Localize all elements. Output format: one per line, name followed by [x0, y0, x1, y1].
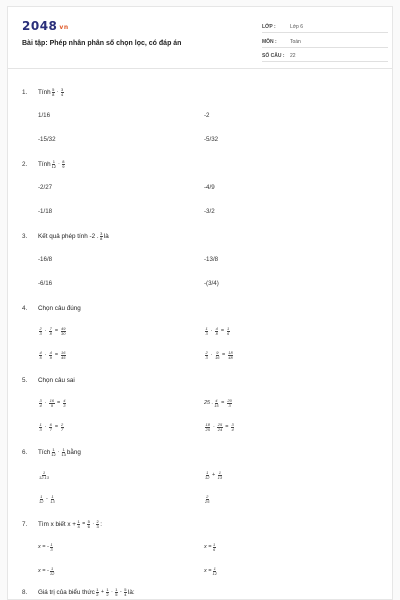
denominator: 25: [205, 498, 210, 504]
numerator: 4: [215, 397, 218, 403]
denominator: 4: [231, 426, 234, 432]
meta-label: LỚP :: [262, 24, 276, 30]
math-expression: [204, 351, 234, 360]
answer-option[interactable]: -2/27: [38, 183, 53, 191]
denominator: 12: [212, 570, 217, 576]
numerator: 1: [106, 586, 109, 592]
fraction: [39, 399, 42, 408]
denominator: 13: [61, 451, 66, 457]
question-number: 8.: [22, 588, 28, 596]
question-prompt: [22, 519, 382, 529]
fraction: [213, 543, 216, 552]
numerator: 1: [205, 325, 208, 331]
fraction: [49, 423, 52, 432]
fraction: [96, 520, 99, 529]
math-expression: [204, 327, 231, 336]
fraction: [214, 399, 218, 408]
denominator: 45: [61, 354, 66, 360]
operator: =: [222, 352, 226, 358]
numerator: 1: [218, 469, 222, 475]
denominator: 6: [213, 546, 216, 552]
numerator: 1: [213, 541, 216, 547]
answer-option[interactable]: [38, 470, 50, 480]
math-expression: [38, 495, 56, 504]
numerator: 1: [39, 421, 42, 427]
expr-prefix: x = -: [38, 568, 49, 574]
numerator: 18: [228, 349, 233, 355]
denominator: 3: [50, 546, 53, 552]
numerator: 1: [227, 325, 230, 331]
question-number: 7.: [22, 520, 28, 528]
operator: +: [211, 472, 216, 478]
numerator: 2: [96, 518, 99, 524]
denominator: 9: [49, 354, 52, 360]
denominator: 30: [61, 330, 66, 336]
meta-value: Lớp 6: [290, 24, 304, 30]
denominator: 8: [100, 235, 103, 241]
question-number: 3.: [22, 232, 28, 240]
worksheet-title: Bài tập: Phép nhân phân số chọn lọc, có đáp án: [22, 40, 182, 47]
numerator: 8: [62, 158, 65, 164]
prompt-text: :: [100, 520, 103, 528]
question-number: 1.: [22, 88, 28, 96]
fraction: [49, 399, 54, 408]
fraction: [215, 351, 219, 360]
denominator: 9: [62, 163, 65, 169]
numerator: 1: [96, 586, 99, 592]
fraction: [100, 232, 103, 241]
prompt-text: Chọn câu sai: [38, 376, 75, 384]
numerator: 4: [49, 349, 52, 355]
meta-value: 22: [290, 53, 296, 59]
fraction: [115, 588, 118, 597]
fraction: [87, 520, 90, 529]
operator: ·: [92, 521, 95, 527]
math-expression: [204, 423, 235, 432]
math-expression: [204, 543, 217, 552]
fraction: [217, 423, 222, 432]
numerator: 3: [100, 230, 103, 236]
denominator: 8: [52, 91, 55, 97]
fraction: [215, 327, 218, 336]
denominator: 4: [77, 523, 80, 529]
operator: =: [54, 352, 59, 358]
math-expression: [204, 495, 210, 504]
numerator: 4: [63, 397, 66, 403]
fraction: [205, 327, 208, 336]
operator: =: [54, 424, 59, 430]
math-expression: [38, 351, 67, 360]
question-number: 4.: [22, 304, 28, 312]
numerator: 1: [51, 493, 54, 499]
answer-option[interactable]: [204, 542, 217, 552]
denominator: 13: [50, 498, 55, 504]
question: [22, 87, 382, 97]
denominator: 5: [39, 354, 42, 360]
question-prompt: [22, 447, 382, 457]
meta-label: SỐ CÂU :: [262, 53, 285, 59]
question-prompt: [22, 231, 382, 241]
denominator: 7: [49, 426, 52, 432]
prompt-text: Giá trị của biểu thức: [38, 588, 95, 596]
answer-option[interactable]: [38, 566, 55, 576]
denominator: 12: [49, 570, 55, 576]
question-number: 5.: [22, 376, 28, 384]
question-prompt: [22, 87, 382, 97]
denominator: 13: [217, 474, 223, 480]
numerator: 3: [39, 397, 42, 403]
answer-option[interactable]: -3/2: [204, 207, 215, 215]
operator: =: [54, 328, 59, 334]
operator: +: [100, 589, 104, 595]
operator: =: [221, 400, 225, 406]
fraction: [49, 351, 52, 360]
operator: ·: [44, 400, 47, 406]
fraction: [50, 543, 53, 552]
math-expression: [38, 423, 65, 432]
operator: -: [45, 496, 48, 502]
numerator: 5: [124, 586, 127, 592]
answer-option[interactable]: -15/32: [38, 135, 56, 143]
operator: ·: [210, 328, 213, 334]
denominator: 12: [39, 498, 44, 504]
numerator: 2: [39, 325, 42, 331]
denominator: 3: [63, 402, 66, 408]
answer-option[interactable]: -16/8: [38, 255, 53, 263]
question-prompt: [22, 375, 382, 385]
numerator: 1: [40, 493, 43, 499]
numerator: 1: [50, 541, 53, 547]
fraction: [77, 520, 80, 529]
expr-prefix: x =: [204, 544, 212, 550]
answer-option[interactable]: [204, 494, 210, 504]
denominator: 24: [217, 426, 223, 432]
numerator: 2: [206, 493, 209, 499]
answer-option[interactable]: -1/18: [38, 207, 53, 215]
question: [22, 159, 382, 169]
numerator: 6: [49, 421, 52, 427]
operator: =: [220, 328, 225, 334]
numerator: 3: [61, 86, 64, 92]
numerator: 4: [215, 325, 218, 331]
prompt-text: Tìm x biết x +: [38, 520, 76, 528]
denominator: 12.13: [39, 474, 50, 480]
fraction: [61, 423, 64, 432]
denominator: 3: [228, 402, 231, 408]
denominator: 5: [115, 591, 118, 597]
expr-prefix: x =: [204, 568, 212, 574]
numerator: 2: [205, 349, 208, 355]
prompt-text: bằng: [66, 448, 81, 456]
answer-option[interactable]: [204, 350, 234, 360]
denominator: 16: [215, 354, 220, 360]
math-expression: [38, 327, 67, 336]
fraction: [52, 88, 55, 97]
fraction: [213, 567, 217, 576]
denominator: 3: [96, 523, 99, 529]
operator: -: [120, 589, 122, 595]
fraction: [39, 351, 42, 360]
numerator: 1: [50, 565, 54, 571]
fraction: [50, 567, 54, 576]
operator: ·: [44, 328, 47, 334]
operator: ·: [58, 161, 60, 167]
math-expression: [38, 471, 50, 480]
answer-option[interactable]: [204, 326, 231, 336]
question: [22, 519, 382, 529]
denominator: 2: [96, 591, 99, 597]
site-logo[interactable]: [22, 19, 69, 33]
fraction: [227, 327, 230, 336]
answer-option[interactable]: [204, 566, 218, 576]
fraction: [231, 423, 234, 432]
numerator: 4: [39, 349, 42, 355]
answer-option[interactable]: -(3/4): [204, 279, 219, 287]
math-expression: [204, 567, 218, 576]
numerator: 1: [206, 469, 209, 475]
fraction: [205, 495, 209, 504]
numerator: 1: [52, 446, 55, 452]
denominator: 9: [50, 402, 53, 408]
operator: ·: [57, 449, 60, 455]
prompt-text: Tính: [38, 160, 51, 168]
numerator: 16: [61, 349, 66, 355]
meta-class: [262, 22, 388, 33]
fraction: [106, 588, 109, 597]
denominator: 7: [61, 426, 64, 432]
answer-option[interactable]: -2: [204, 111, 210, 119]
prompt-text: là: [103, 232, 109, 240]
denominator: 12: [51, 163, 57, 169]
fraction: [49, 327, 52, 336]
operator: ·: [210, 352, 213, 358]
numerator: 9: [216, 349, 219, 355]
numerator: 5: [52, 86, 55, 92]
numerator: 1: [115, 586, 118, 592]
question-prompt: [22, 303, 382, 313]
denominator: 6: [87, 523, 90, 529]
denominator: 12: [51, 451, 56, 457]
denominator: 4: [39, 402, 42, 408]
question-prompt: [22, 159, 382, 169]
denominator: 2: [106, 591, 109, 597]
fraction: [205, 351, 208, 360]
fraction: [39, 423, 42, 432]
denominator: 8: [49, 330, 52, 336]
operator: ·: [111, 589, 113, 595]
numerator: 1: [213, 565, 216, 571]
fraction: [50, 495, 54, 504]
fraction: [52, 160, 56, 169]
question: [22, 303, 382, 313]
numerator: 2: [61, 421, 64, 427]
fraction: [61, 448, 65, 457]
denominator: 3: [39, 426, 42, 432]
prompt-text: Tích: [38, 448, 51, 456]
numerator: 1: [62, 446, 65, 452]
denominator: 3: [205, 330, 208, 336]
answer-option[interactable]: -4/9: [204, 183, 215, 191]
answer-option[interactable]: [204, 470, 223, 480]
answer-option[interactable]: -13/8: [204, 255, 219, 263]
question-number: 6.: [22, 448, 28, 456]
logo-suffix: vn: [59, 24, 69, 31]
fraction: [124, 588, 127, 597]
fraction: [227, 399, 232, 408]
meta-value: Toán: [290, 39, 301, 45]
fraction: [61, 88, 64, 97]
denominator: 15: [214, 402, 219, 408]
numerator: 16: [49, 397, 55, 403]
meta-count: [262, 51, 388, 62]
fraction: [39, 327, 42, 336]
fraction: [63, 399, 66, 408]
denominator: 4: [61, 91, 64, 97]
answer-option[interactable]: [204, 398, 233, 408]
fraction: [96, 588, 99, 597]
numerator: 25: [217, 421, 223, 427]
logo-text: 2048: [22, 19, 58, 33]
math-expression: [204, 471, 223, 480]
question-number: 2.: [22, 160, 28, 168]
answer-option[interactable]: [38, 542, 54, 552]
fraction: [205, 471, 209, 480]
fraction: [228, 351, 233, 360]
fraction: [61, 351, 66, 360]
fraction: [61, 327, 66, 336]
denominator: 8: [215, 330, 218, 336]
meta-label: MÔN :: [262, 39, 277, 45]
prompt-text: Chọn câu đúng: [38, 304, 81, 312]
answer-option[interactable]: [38, 494, 56, 504]
expr-prefix: 25 .: [204, 400, 214, 406]
math-expression: [204, 399, 233, 408]
answer-option[interactable]: [38, 422, 65, 432]
denominator: 6: [227, 330, 230, 336]
answer-option[interactable]: -5/32: [204, 135, 219, 143]
fraction: [39, 495, 43, 504]
worksheet: [7, 6, 393, 600]
numerator: 3: [231, 421, 234, 427]
operator: ·: [56, 89, 59, 95]
question-prompt: [22, 587, 382, 597]
operator: ·: [44, 352, 47, 358]
denominator: 3: [205, 354, 208, 360]
denominator: 3: [39, 330, 42, 336]
answer-option[interactable]: [38, 398, 67, 408]
numerator: 1: [77, 518, 80, 524]
denominator: 12: [205, 474, 210, 480]
question: [22, 447, 382, 457]
numerator: 20: [227, 397, 232, 403]
fraction: [62, 160, 65, 169]
question: [22, 587, 382, 597]
denominator: 4: [124, 591, 127, 597]
answer-option[interactable]: [38, 350, 67, 360]
fraction: [39, 471, 49, 480]
answer-option[interactable]: -6/16: [38, 279, 53, 287]
numerator: 1: [52, 158, 55, 164]
operator: ·: [212, 424, 215, 430]
numerator: 49: [61, 325, 66, 331]
numerator: 18: [205, 421, 210, 427]
answer-option[interactable]: [38, 326, 67, 336]
numerator: 1: [42, 469, 46, 475]
answer-option[interactable]: [204, 422, 235, 432]
answer-option[interactable]: 1/16: [38, 111, 51, 119]
denominator: 48: [228, 354, 233, 360]
prompt-text: Tính: [38, 88, 51, 96]
operator: ·: [44, 424, 47, 430]
math-expression: [38, 399, 67, 408]
denominator: 25: [205, 426, 210, 432]
question: [22, 375, 382, 385]
math-expression: [38, 543, 54, 552]
math-expression: [38, 567, 55, 576]
operator: =: [225, 424, 229, 430]
prompt-text: là:: [127, 588, 135, 596]
worksheet-header: [8, 7, 392, 69]
prompt-text: Kết quả phép tính -2 .: [38, 232, 99, 240]
numerator: 5: [87, 518, 90, 524]
fraction: [51, 448, 55, 457]
expr-prefix: x = -: [38, 544, 49, 550]
operator: =: [82, 521, 86, 527]
fraction: [218, 471, 222, 480]
numerator: 7: [49, 325, 52, 331]
fraction: [205, 423, 210, 432]
operator: =: [57, 400, 61, 406]
meta-subject: [262, 37, 388, 48]
question: [22, 231, 382, 241]
